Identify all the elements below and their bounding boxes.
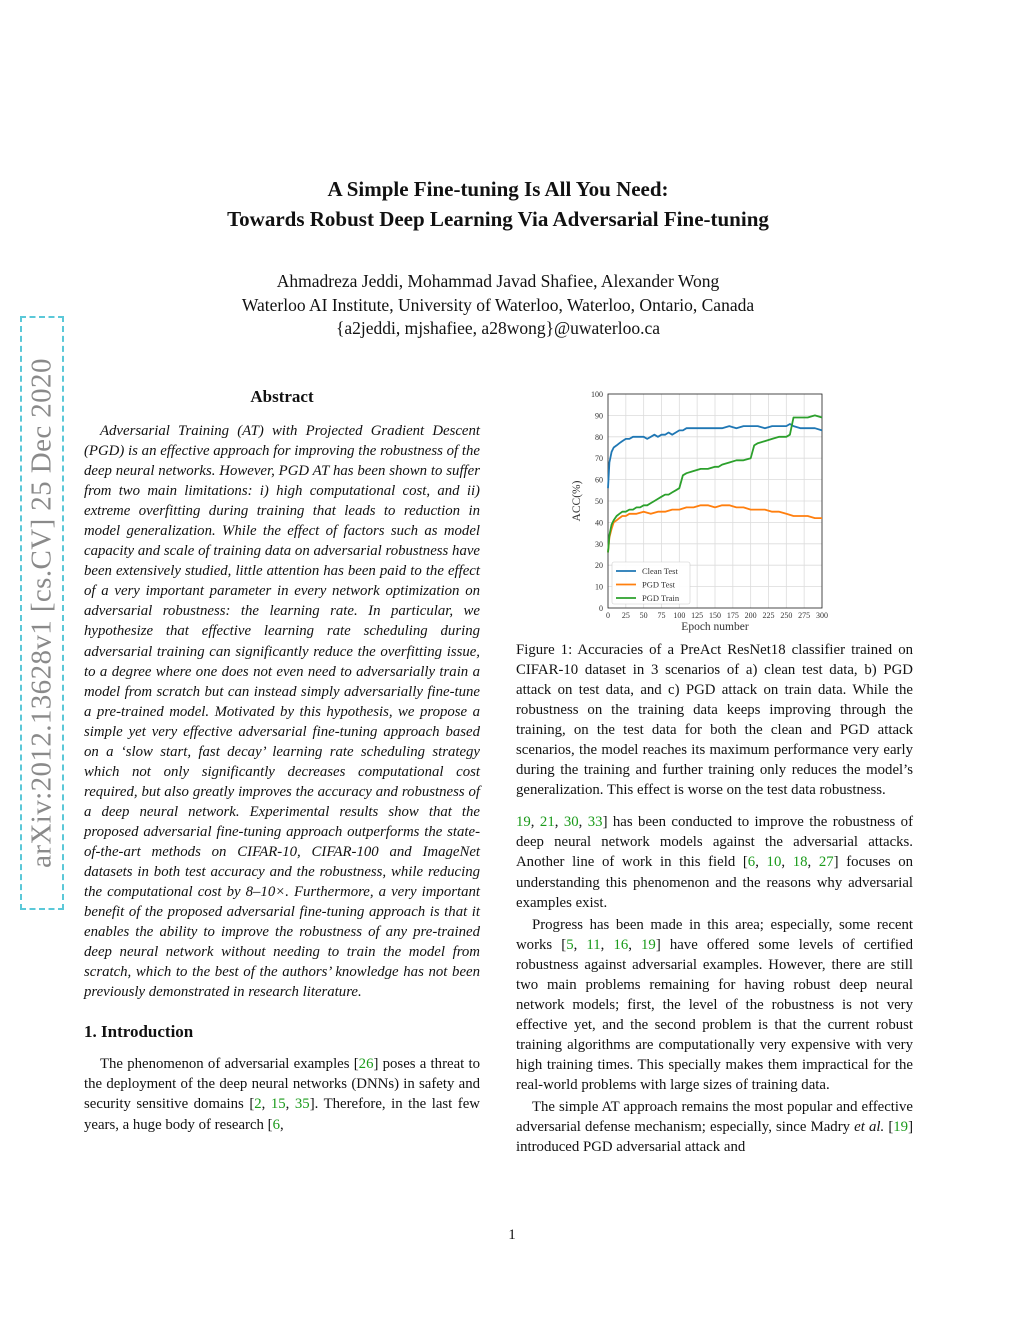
x-tick-label: 250 bbox=[780, 611, 793, 620]
text-run: ] introduced PGD adversarial attack and bbox=[516, 1119, 913, 1156]
citation-link[interactable]: 19 bbox=[641, 936, 656, 953]
citation-link[interactable]: 33 bbox=[587, 814, 603, 831]
arxiv-stamp bbox=[20, 316, 64, 910]
text-run: The phenomenon of adversarial examples [ bbox=[100, 1056, 359, 1073]
x-tick-label: 100 bbox=[673, 611, 686, 620]
citation-link[interactable]: 16 bbox=[613, 936, 629, 953]
y-tick-label: 60 bbox=[595, 475, 603, 485]
citation-link[interactable]: 26 bbox=[358, 1056, 374, 1073]
chart-legend bbox=[612, 562, 690, 604]
abstract-text: Adversarial Training (AT) with Projected Gradient Descent (PGD) is an effective approach for improving the robustness of the deep neural networks. However, PGD AT has been shown to suffer from two main limitations: i) high computational cost, and ii) extreme overfitting during training that leads to reduction in model generalization. While the effect of factors such as model capacity and scale of training data on adversarial robustness have been extensively studied, little attention has been paid to the effect of a very important parameter in every network optimization on adversarial robustness: the learning rate. In particular, we hypothesize that effective learning rate scheduling during adversarial training can significantly reduce the overfitting issue, to a degree where one does not even need to adversarially train a model from scratch but can instead simply adversarially fine-tune a pre-trained model. Motivated by this hypothesis, we propose a simple yet very effective adversarial fine-tuning approach based on a ‘slow start, fast decay’ learning rate scheduling strategy which not only significantly decreases computational cost required, but also greatly improves the accuracy and robustness of a deep neural network. Experimental results show that the proposed adversarial fine-tuning approach outperforms the state-of-the-art methods on CIFAR-10, CIFAR-100 and ImageNet datasets in both test accuracy and the robustness, while reducing the computational cost by 8–10×. Furthermore, a very important benefit of the proposed adversarial fine-tuning approach is that it enables the ability to improve the robustness of any pre-trained deep neural network without needing to train the model from scratch, which to the best of the authors’ knowledge has not been previously demonstrated in research literature. bbox=[84, 423, 480, 1001]
y-tick-label: 40 bbox=[595, 518, 603, 528]
left-column bbox=[84, 387, 480, 1135]
text-run: ] has been conducted to improve the robustness of deep neural network models against the adversarial attacks. Another line of work in this field [ bbox=[516, 814, 913, 871]
text-run: Progress has been made in this area; especially, some recent works [ bbox=[516, 916, 913, 953]
citation-link[interactable]: 5 bbox=[566, 936, 574, 953]
abstract-heading: Abstract bbox=[250, 387, 314, 406]
text-run: , bbox=[261, 1096, 271, 1113]
citation-link[interactable]: 6 bbox=[747, 854, 756, 871]
text-run: [ bbox=[884, 1119, 894, 1136]
x-tick-label: 50 bbox=[639, 611, 648, 620]
body-paragraph bbox=[516, 1097, 913, 1157]
text-run: , bbox=[530, 814, 540, 831]
text-run: ] poses a threat to the deployment of the deep neural networks (DNNs) in safety and security sensitive domains [ bbox=[84, 1056, 480, 1113]
legend-entry: PGD Test bbox=[642, 579, 676, 590]
y-tick-label: 10 bbox=[595, 582, 603, 592]
y-tick-label: 80 bbox=[595, 432, 603, 442]
figure-1-chart bbox=[566, 388, 836, 638]
text-run: , bbox=[578, 814, 588, 831]
text-run: The simple AT approach remains the most popular and effective adversarial defense mechanism; especially, since Madry bbox=[516, 1099, 913, 1136]
y-tick-label: 100 bbox=[591, 390, 603, 399]
introduction-heading: 1. Introduction bbox=[84, 1022, 194, 1042]
citation-link[interactable]: 35 bbox=[294, 1096, 310, 1113]
text-run: , bbox=[781, 854, 793, 871]
right-column bbox=[516, 640, 913, 1157]
intro-paragraph bbox=[84, 1054, 480, 1134]
affiliation: Waterloo AI Institute, University of Waterloo, Waterloo, Ontario, Canada bbox=[241, 294, 755, 315]
y-tick-label: 50 bbox=[595, 497, 603, 506]
citation-link[interactable]: 19 bbox=[893, 1119, 909, 1136]
text-run: et al. bbox=[854, 1119, 885, 1136]
title-line-1: A Simple Fine-tuning Is All You Need: bbox=[327, 177, 669, 201]
body-paragraph bbox=[516, 915, 913, 1095]
x-tick-label: 125 bbox=[691, 611, 704, 620]
x-tick-label: 0 bbox=[606, 611, 610, 620]
arxiv-id: arXiv:2012.13628v1 [cs.CV] 25 Dec 2020 bbox=[25, 358, 58, 868]
y-tick-label: 0 bbox=[599, 604, 603, 613]
x-tick-label: 150 bbox=[709, 611, 721, 620]
citation-link[interactable]: 30 bbox=[563, 814, 579, 831]
citation-link[interactable]: 10 bbox=[766, 854, 782, 871]
chart-x-axis-label: Epoch number bbox=[681, 621, 749, 633]
text-run: , bbox=[628, 936, 642, 953]
text-run: , bbox=[600, 936, 614, 953]
title-line-2: Towards Robust Deep Learning Via Adversarial Fine-tuning bbox=[227, 207, 769, 231]
text-run: , bbox=[554, 814, 564, 831]
author-block bbox=[100, 270, 896, 341]
page-number: 1 bbox=[508, 1227, 516, 1243]
citation-link[interactable]: 27 bbox=[818, 854, 834, 871]
text-run: ]. Therefore, in the last few years, a huge body of research [ bbox=[84, 1096, 480, 1133]
text-run: ] have offered some levels of certified robustness against adversarial examples. However, there are still two main problems remaining for having robust deep neural network models; first, the level of the robustness is not very effective yet, and the second problem is that the current robust training algorithms are computationally very expensive with very high training times. This specially makes them impractical for the real-world problems with large sizes of training data. bbox=[516, 936, 914, 1093]
x-tick-label: 25 bbox=[621, 611, 630, 620]
citation-link[interactable]: 11 bbox=[586, 936, 601, 953]
x-tick-label: 300 bbox=[816, 611, 828, 620]
x-tick-label: 75 bbox=[657, 611, 666, 620]
citation-link[interactable]: 19 bbox=[516, 814, 531, 831]
x-tick-label: 225 bbox=[762, 611, 775, 620]
x-tick-label: 175 bbox=[726, 611, 739, 620]
x-tick-label: 200 bbox=[744, 611, 757, 620]
y-tick-label: 70 bbox=[595, 454, 603, 464]
text-run: , bbox=[755, 854, 767, 871]
figure-1-caption: Figure 1: Accuracies of a PreAct ResNet18 classifier trained on CIFAR-10 dataset in 3 scenarios of a) clean test data, b) PGD attack on test data, and c) PGD attack on train data. While the robustness on the training data keeps improving through the training, on the test data for both the clean and PGD attack scenarios, the model reaches its maximum performance very early during the training and further training only reduces the model’s generalization. This effect is worse on the test data robustness. bbox=[516, 642, 913, 799]
author-emails: {a2jeddi, mjshafiee, a28wong}@uwaterloo.ca bbox=[336, 318, 660, 338]
author-names: Ahmadreza Jeddi, Mohammad Javad Shafiee, Alexander Wong bbox=[276, 271, 720, 291]
paper-title bbox=[100, 174, 896, 234]
text-run: , bbox=[573, 936, 587, 953]
text-run: ] focuses on understanding this phenomenon and the reasons why adversarial examples exist. bbox=[516, 854, 913, 911]
text-run: , bbox=[807, 854, 819, 871]
citation-link[interactable]: 15 bbox=[270, 1096, 286, 1113]
y-tick-label: 90 bbox=[595, 411, 603, 421]
x-tick-label: 275 bbox=[798, 611, 811, 620]
y-tick-label: 30 bbox=[595, 539, 603, 549]
legend-entry: Clean Test bbox=[642, 566, 678, 576]
body-paragraph bbox=[516, 812, 913, 912]
citation-link[interactable]: 6 bbox=[272, 1116, 280, 1133]
text-run: , bbox=[285, 1096, 295, 1113]
citation-link[interactable]: 21 bbox=[539, 814, 555, 831]
legend-entry: PGD Train bbox=[642, 593, 680, 603]
y-tick-label: 20 bbox=[595, 561, 603, 571]
citation-link[interactable]: 18 bbox=[792, 854, 808, 871]
text-run: , bbox=[279, 1116, 284, 1133]
chart-y-axis-label: ACC(%) bbox=[571, 480, 583, 522]
citation-link[interactable]: 2 bbox=[254, 1096, 262, 1113]
